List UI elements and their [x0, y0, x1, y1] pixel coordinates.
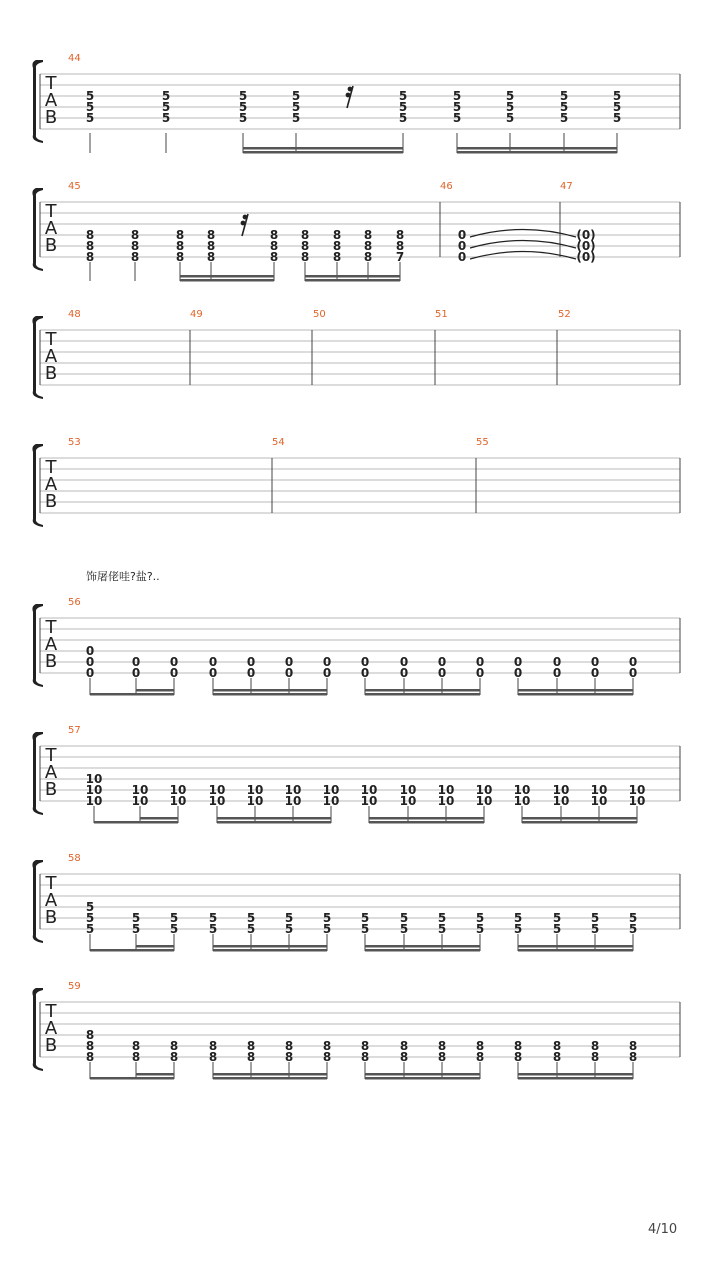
fret-number: 5	[85, 111, 95, 125]
fret-number: 5	[505, 111, 515, 125]
fret-number: 5	[291, 89, 301, 103]
fret-number: 0	[85, 644, 95, 658]
fret-number: 0	[131, 666, 141, 680]
fret-number: 8	[399, 1039, 409, 1053]
fret-number: 8	[130, 228, 140, 242]
fret-number: 10	[475, 783, 493, 797]
fret-number: 0	[208, 666, 218, 680]
beam	[213, 949, 327, 952]
fret-number: 8	[169, 1039, 179, 1053]
fret-number: 8	[513, 1039, 523, 1053]
beam	[136, 1073, 174, 1076]
fret-number: 5	[360, 922, 370, 936]
beam	[140, 817, 178, 820]
rest-dot	[241, 221, 246, 226]
fret-number: 0	[513, 655, 523, 669]
fret-number: 10	[208, 783, 226, 797]
measure-number: 51	[435, 309, 448, 320]
fret-number: 8	[246, 1039, 256, 1053]
fret-number: 10	[169, 794, 187, 808]
fret-number: 8	[300, 239, 310, 253]
measure-number: 58	[68, 853, 81, 864]
fret-number: 0	[208, 655, 218, 669]
fret-number: 0	[437, 655, 447, 669]
fret-number: 5	[452, 89, 462, 103]
beam	[213, 689, 327, 692]
measure-number: 44	[68, 53, 81, 64]
beam	[369, 817, 484, 820]
fret-number: 8	[332, 228, 342, 242]
fret-number: 0	[284, 666, 294, 680]
fret-number: 10	[246, 783, 264, 797]
beam	[365, 689, 480, 692]
fret-number: 10	[552, 783, 570, 797]
fret-number: 10	[513, 783, 531, 797]
tab-clef-a: A	[44, 1018, 58, 1039]
fret-number: 5	[475, 922, 485, 936]
beam	[518, 1073, 633, 1076]
fret-number: 5	[398, 100, 408, 114]
fret-number: 5	[246, 911, 256, 925]
fret-number: 5	[169, 911, 179, 925]
fret-number: 10	[131, 783, 149, 797]
fret-number: 0	[322, 655, 332, 669]
fret-number: 0	[457, 228, 467, 242]
fret-number: 0	[552, 655, 562, 669]
fret-number: 5	[513, 922, 523, 936]
measure-number: 45	[68, 181, 81, 192]
fret-number: 10	[437, 794, 455, 808]
staff-bracket	[32, 188, 43, 271]
fret-number: 10	[513, 794, 531, 808]
page-number: 4/10	[648, 1222, 678, 1237]
fret-number: 10	[437, 783, 455, 797]
tab-clef-b: B	[44, 107, 58, 128]
beam	[522, 821, 637, 824]
beam	[457, 151, 617, 154]
fret-number: 0	[131, 655, 141, 669]
staff-bracket	[32, 732, 43, 815]
tab-clef-t: T	[45, 73, 57, 94]
beam	[213, 1077, 327, 1080]
tab-clef-a: A	[44, 474, 58, 495]
fret-number: 0	[169, 666, 179, 680]
fret-number: 8	[395, 239, 405, 253]
fret-number: 10	[322, 783, 340, 797]
beam	[518, 1077, 633, 1080]
measure-number: 53	[68, 437, 81, 448]
beam	[369, 821, 484, 824]
tab-clef-b: B	[44, 235, 58, 256]
fret-number: 10	[360, 794, 378, 808]
tab-clef-a: A	[44, 218, 58, 239]
section-annotation: 饰屠佬哇?盐?..	[86, 570, 160, 583]
fret-number: 10	[590, 794, 608, 808]
fret-number: 5	[552, 922, 562, 936]
fret-number: (0)	[576, 239, 596, 253]
fret-number: 10	[399, 794, 417, 808]
tab-clef-t: T	[45, 457, 57, 478]
fret-number: 5	[85, 89, 95, 103]
fret-number: 8	[85, 1028, 95, 1042]
fret-number: 5	[85, 922, 95, 936]
measure-number: 56	[68, 597, 81, 608]
tab-clef-b: B	[44, 779, 58, 800]
tab-clef-b: B	[44, 1035, 58, 1056]
fret-number: 10	[208, 794, 226, 808]
fret-number: 10	[169, 783, 187, 797]
fret-number: 5	[284, 911, 294, 925]
tab-clef-t: T	[45, 617, 57, 638]
fret-number: 5	[628, 911, 638, 925]
fret-number: 5	[85, 911, 95, 925]
fret-number: 0	[457, 250, 467, 264]
fret-number: 10	[85, 794, 103, 808]
fret-number: 5	[612, 100, 622, 114]
fret-number: 8	[399, 1050, 409, 1064]
beam	[365, 1077, 480, 1080]
beam	[136, 1077, 174, 1080]
fret-number: 5	[505, 100, 515, 114]
fret-number: 8	[300, 250, 310, 264]
beam	[217, 821, 331, 824]
fret-number: 8	[206, 239, 216, 253]
beam	[518, 693, 633, 696]
fret-number: 10	[322, 794, 340, 808]
fret-number: 8	[322, 1039, 332, 1053]
fret-number: 10	[360, 783, 378, 797]
tab-clef-t: T	[45, 745, 57, 766]
fret-number: 8	[363, 250, 373, 264]
fret-number: 8	[269, 239, 279, 253]
fret-number: 5	[437, 922, 447, 936]
beam	[136, 945, 174, 948]
beam	[136, 949, 174, 952]
fret-number: 5	[590, 911, 600, 925]
fret-number: 5	[559, 89, 569, 103]
fret-number: 0	[552, 666, 562, 680]
rest-dot	[243, 215, 248, 220]
tab-clef-a: A	[44, 634, 58, 655]
fret-number: 5	[505, 89, 515, 103]
fret-number: 0	[246, 666, 256, 680]
fret-number: 5	[238, 89, 248, 103]
beam	[180, 279, 274, 282]
fret-number: 10	[85, 783, 103, 797]
beam	[522, 817, 637, 820]
fret-number: 5	[322, 911, 332, 925]
fret-number: 8	[590, 1039, 600, 1053]
fret-number: 10	[590, 783, 608, 797]
fret-number: 8	[175, 228, 185, 242]
fret-number: 0	[457, 239, 467, 253]
tab-clef-b: B	[44, 491, 58, 512]
tab-clef-t: T	[45, 1001, 57, 1022]
fret-number: 8	[131, 1039, 141, 1053]
measure-number: 49	[190, 309, 203, 320]
fret-number: 8	[246, 1050, 256, 1064]
staff-bracket	[32, 860, 43, 943]
fret-number: 5	[284, 922, 294, 936]
fret-number: 10	[399, 783, 417, 797]
beam	[213, 1073, 327, 1076]
beam	[217, 817, 331, 820]
fret-number: 8	[437, 1050, 447, 1064]
beam	[213, 945, 327, 948]
fret-number: 5	[131, 922, 141, 936]
fret-number: 8	[284, 1050, 294, 1064]
fret-number: 8	[332, 239, 342, 253]
fret-number: 5	[208, 911, 218, 925]
fret-number: 8	[169, 1050, 179, 1064]
tab-clef-a: A	[44, 762, 58, 783]
beam	[305, 275, 400, 278]
fret-number: 8	[360, 1050, 370, 1064]
tab-clef-t: T	[45, 329, 57, 350]
fret-number: 0	[360, 666, 370, 680]
beam	[365, 949, 480, 952]
measure-number: 54	[272, 437, 285, 448]
fret-number: 5	[161, 100, 171, 114]
staff-bracket	[32, 316, 43, 399]
fret-number: 5	[612, 111, 622, 125]
fret-number: 5	[161, 89, 171, 103]
fret-number: 0	[399, 666, 409, 680]
fret-number: 8	[437, 1039, 447, 1053]
fret-number: 0	[322, 666, 332, 680]
fret-number: 5	[85, 900, 95, 914]
beam	[136, 689, 174, 692]
beam	[243, 151, 403, 154]
staff-bracket	[32, 604, 43, 687]
fret-number: 8	[300, 228, 310, 242]
fret-number: 5	[559, 100, 569, 114]
fret-number: 0	[628, 655, 638, 669]
staff-bracket	[32, 60, 43, 143]
fret-number: 5	[628, 922, 638, 936]
fret-number: 10	[628, 794, 646, 808]
tab-clef-b: B	[44, 907, 58, 928]
fret-number: 10	[246, 794, 264, 808]
fret-number: 8	[284, 1039, 294, 1053]
measure-number: 50	[313, 309, 326, 320]
fret-number: 5	[552, 911, 562, 925]
fret-number: 8	[322, 1050, 332, 1064]
beam	[213, 693, 327, 696]
fret-number: 0	[85, 666, 95, 680]
tab-clef-a: A	[44, 90, 58, 111]
fret-number: 10	[284, 794, 302, 808]
measure-number: 57	[68, 725, 81, 736]
fret-number: 5	[452, 111, 462, 125]
fret-number: 0	[360, 655, 370, 669]
fret-number: 5	[612, 89, 622, 103]
fret-number: 8	[552, 1039, 562, 1053]
fret-number: 8	[269, 228, 279, 242]
fret-number: 0	[590, 655, 600, 669]
staff-bracket	[32, 988, 43, 1071]
beam	[180, 275, 274, 278]
fret-number: 5	[360, 911, 370, 925]
fret-number: 5	[398, 89, 408, 103]
fret-number: 8	[175, 250, 185, 264]
beam	[518, 945, 633, 948]
fret-number: 5	[590, 922, 600, 936]
beam	[305, 279, 400, 282]
tab-clef-t: T	[45, 201, 57, 222]
fret-number: 5	[131, 911, 141, 925]
rest-dot	[346, 93, 351, 98]
fret-number: 8	[269, 250, 279, 264]
fret-number: 8	[175, 239, 185, 253]
beam	[136, 693, 174, 696]
fret-number: 0	[628, 666, 638, 680]
fret-number: 8	[360, 1039, 370, 1053]
fret-number: 10	[628, 783, 646, 797]
fret-number: 0	[246, 655, 256, 669]
fret-number: (0)	[576, 228, 596, 242]
fret-number: 8	[208, 1039, 218, 1053]
fret-number: 8	[85, 239, 95, 253]
fret-number: 0	[169, 655, 179, 669]
beam	[365, 945, 480, 948]
fret-number: 8	[85, 228, 95, 242]
fret-number: 8	[590, 1050, 600, 1064]
fret-number: 5	[169, 922, 179, 936]
fret-number: 8	[628, 1039, 638, 1053]
fret-number: 5	[208, 922, 218, 936]
fret-number: 8	[130, 239, 140, 253]
fret-number: 8	[206, 250, 216, 264]
fret-number: 5	[475, 911, 485, 925]
fret-number: 5	[398, 111, 408, 125]
beam	[457, 147, 617, 150]
measure-number: 48	[68, 309, 81, 320]
fret-number: 8	[208, 1050, 218, 1064]
fret-number: 0	[475, 655, 485, 669]
fret-number: 8	[85, 250, 95, 264]
beam	[365, 1073, 480, 1076]
beam	[140, 821, 178, 824]
fret-number: 8	[85, 1050, 95, 1064]
fret-number: 8	[332, 250, 342, 264]
fret-number: 10	[131, 794, 149, 808]
fret-number: 5	[246, 922, 256, 936]
fret-number: 0	[590, 666, 600, 680]
fret-number: 5	[238, 100, 248, 114]
fret-number: 0	[513, 666, 523, 680]
measure-number: 47	[560, 181, 573, 192]
fret-number: 0	[437, 666, 447, 680]
rest-dot	[348, 87, 353, 92]
fret-number: 5	[291, 100, 301, 114]
fret-number: (0)	[576, 250, 596, 264]
tab-clef-b: B	[44, 651, 58, 672]
fret-number: 0	[475, 666, 485, 680]
fret-number: 8	[130, 250, 140, 264]
fret-number: 5	[238, 111, 248, 125]
fret-number: 8	[628, 1050, 638, 1064]
tab-clef-b: B	[44, 363, 58, 384]
fret-number: 8	[475, 1050, 485, 1064]
fret-number: 5	[437, 911, 447, 925]
beam	[518, 949, 633, 952]
fret-number: 10	[284, 783, 302, 797]
fret-number: 10	[85, 772, 103, 786]
fret-number: 8	[85, 1039, 95, 1053]
fret-number: 5	[399, 922, 409, 936]
fret-number: 8	[363, 228, 373, 242]
fret-number: 0	[284, 655, 294, 669]
fret-number: 5	[85, 100, 95, 114]
fret-number: 8	[475, 1039, 485, 1053]
beam	[518, 689, 633, 692]
fret-number: 5	[291, 111, 301, 125]
measure-number: 55	[476, 437, 489, 448]
measure-number: 52	[558, 309, 571, 320]
measure-number: 46	[440, 181, 453, 192]
fret-number: 7	[395, 250, 405, 264]
tab-clef-t: T	[45, 873, 57, 894]
fret-number: 10	[475, 794, 493, 808]
fret-number: 5	[161, 111, 171, 125]
beam	[365, 693, 480, 696]
fret-number: 5	[452, 100, 462, 114]
fret-number: 5	[559, 111, 569, 125]
fret-number: 8	[552, 1050, 562, 1064]
staff-bracket	[32, 444, 43, 527]
tab-clef-a: A	[44, 346, 58, 367]
fret-number: 8	[206, 228, 216, 242]
fret-number: 5	[399, 911, 409, 925]
fret-number: 8	[363, 239, 373, 253]
fret-number: 0	[85, 655, 95, 669]
fret-number: 8	[131, 1050, 141, 1064]
fret-number: 8	[395, 228, 405, 242]
fret-number: 5	[513, 911, 523, 925]
beam	[243, 147, 403, 150]
fret-number: 0	[399, 655, 409, 669]
fret-number: 8	[513, 1050, 523, 1064]
fret-number: 10	[552, 794, 570, 808]
fret-number: 5	[322, 922, 332, 936]
tab-clef-a: A	[44, 890, 58, 911]
measure-number: 59	[68, 981, 81, 992]
